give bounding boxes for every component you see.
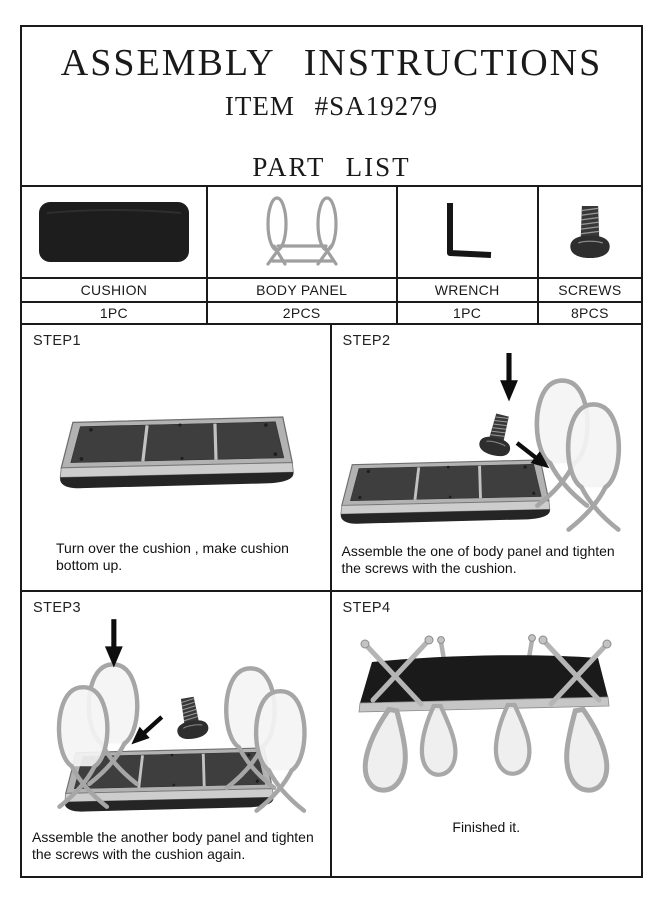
body-panel-icon — [250, 194, 354, 270]
part-list-heading: PART LIST — [252, 152, 411, 182]
header — [22, 27, 641, 185]
part-image-wrench — [398, 185, 539, 277]
part-image-cushion — [22, 185, 208, 277]
screw-icon — [172, 695, 210, 741]
step-4-panel — [332, 590, 642, 876]
part-quantity: 8PCS — [539, 301, 641, 323]
part-image-screws — [539, 185, 641, 277]
wrench-icon — [437, 200, 497, 264]
step-caption: Assemble the one of body panel and tighten the screws with the cushion. — [341, 543, 615, 577]
step-caption: Finished it. — [452, 819, 521, 836]
parts-table — [22, 185, 641, 323]
step-label: STEP2 — [342, 333, 391, 349]
part-name: SCREWS — [539, 277, 641, 301]
cushion-platform-graphic — [60, 417, 293, 488]
part-name: BODY PANEL — [208, 277, 398, 301]
document-title: ASSEMBLY INSTRUCTIONS — [60, 42, 603, 84]
part-image-body-panel — [208, 185, 398, 277]
step-2-panel — [332, 323, 642, 590]
screw-icon — [568, 203, 612, 261]
screw-icon — [478, 411, 518, 459]
part-quantity: 1PC — [22, 301, 208, 323]
step-3-illustration — [22, 616, 330, 829]
step-1-illustration — [22, 349, 330, 540]
part-quantity: 1PC — [398, 301, 539, 323]
item-number: ITEM #SA19279 — [224, 91, 439, 121]
step-3-panel — [22, 590, 332, 876]
step-caption: Assemble the another body panel and tighten the screws with the cushion again. — [32, 829, 314, 863]
cushion-icon — [37, 199, 191, 265]
finished-bench-graphic — [341, 620, 631, 816]
steps-grid — [22, 323, 641, 876]
cushion-platform-graphic — [341, 460, 550, 524]
step-1-panel — [22, 323, 332, 590]
part-name: WRENCH — [398, 277, 539, 301]
step-label: STEP1 — [33, 333, 81, 349]
step-label: STEP4 — [342, 600, 391, 616]
step-4-illustration — [332, 616, 642, 819]
instruction-sheet — [20, 25, 643, 878]
step-label: STEP3 — [33, 600, 81, 616]
down-arrow-icon — [500, 353, 518, 401]
step-2-illustration — [332, 349, 642, 543]
step-caption: Turn over the cushion , make cushion bottom up. — [56, 540, 289, 574]
down-arrow-icon — [105, 619, 123, 667]
part-name: CUSHION — [22, 277, 208, 301]
part-quantity: 2PCS — [208, 301, 398, 323]
